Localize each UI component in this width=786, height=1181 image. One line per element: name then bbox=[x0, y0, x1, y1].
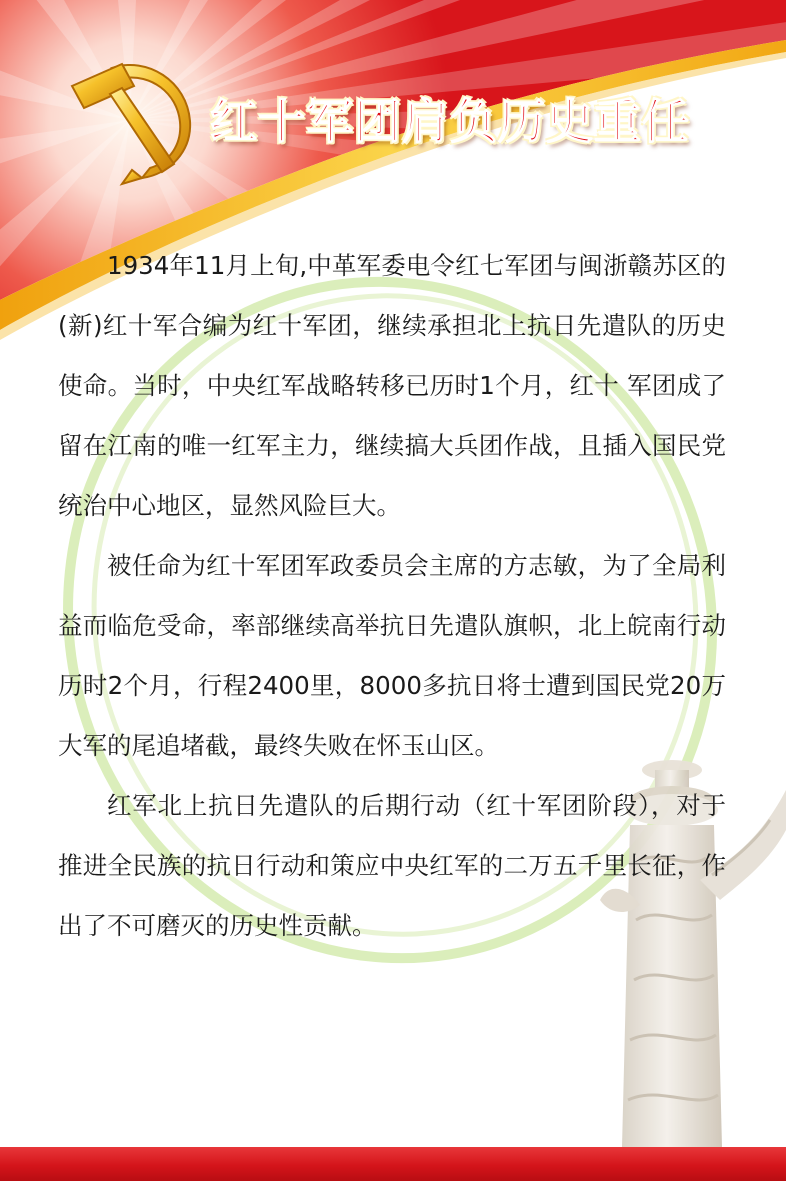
paragraph-1: 1934年11月上旬,中革军委电令红七军团与闽浙赣苏区的(新)红十军合编为红十军团，继续承担北上抗日先遣队的历史使命。当时，中央红军战略转移已历时1个月，红十 军团成了留在江南的唯一红军主力，继续搞大兵团作战，且插入国民党统治中心地区，显然风险巨大。 bbox=[58, 251, 726, 520]
article-body bbox=[58, 236, 726, 956]
paragraph-3: 红军北上抗日先遣队的后期行动（红十军团阶段），对于推进全民族的抗日行动和策应中央红军的二万五千里长征，作出了不可磨灭的历史性贡献。 bbox=[58, 791, 726, 940]
bottom-red-bar bbox=[0, 1147, 786, 1181]
paragraph-2: 被任命为红十军团军政委员会主席的方志敏，为了全局利益而临危受命，率部继续高举抗日先遣队旗帜，北上皖南行动历时2个月，行程2400里，8000多抗日将士遭到国民党20万大军的尾追堵截，最终失败在怀玉山区。 bbox=[58, 551, 726, 760]
page-title: 红十军团肩负历史重任 bbox=[210, 95, 690, 150]
hammer-and-sickle-emblem-icon bbox=[52, 46, 202, 186]
